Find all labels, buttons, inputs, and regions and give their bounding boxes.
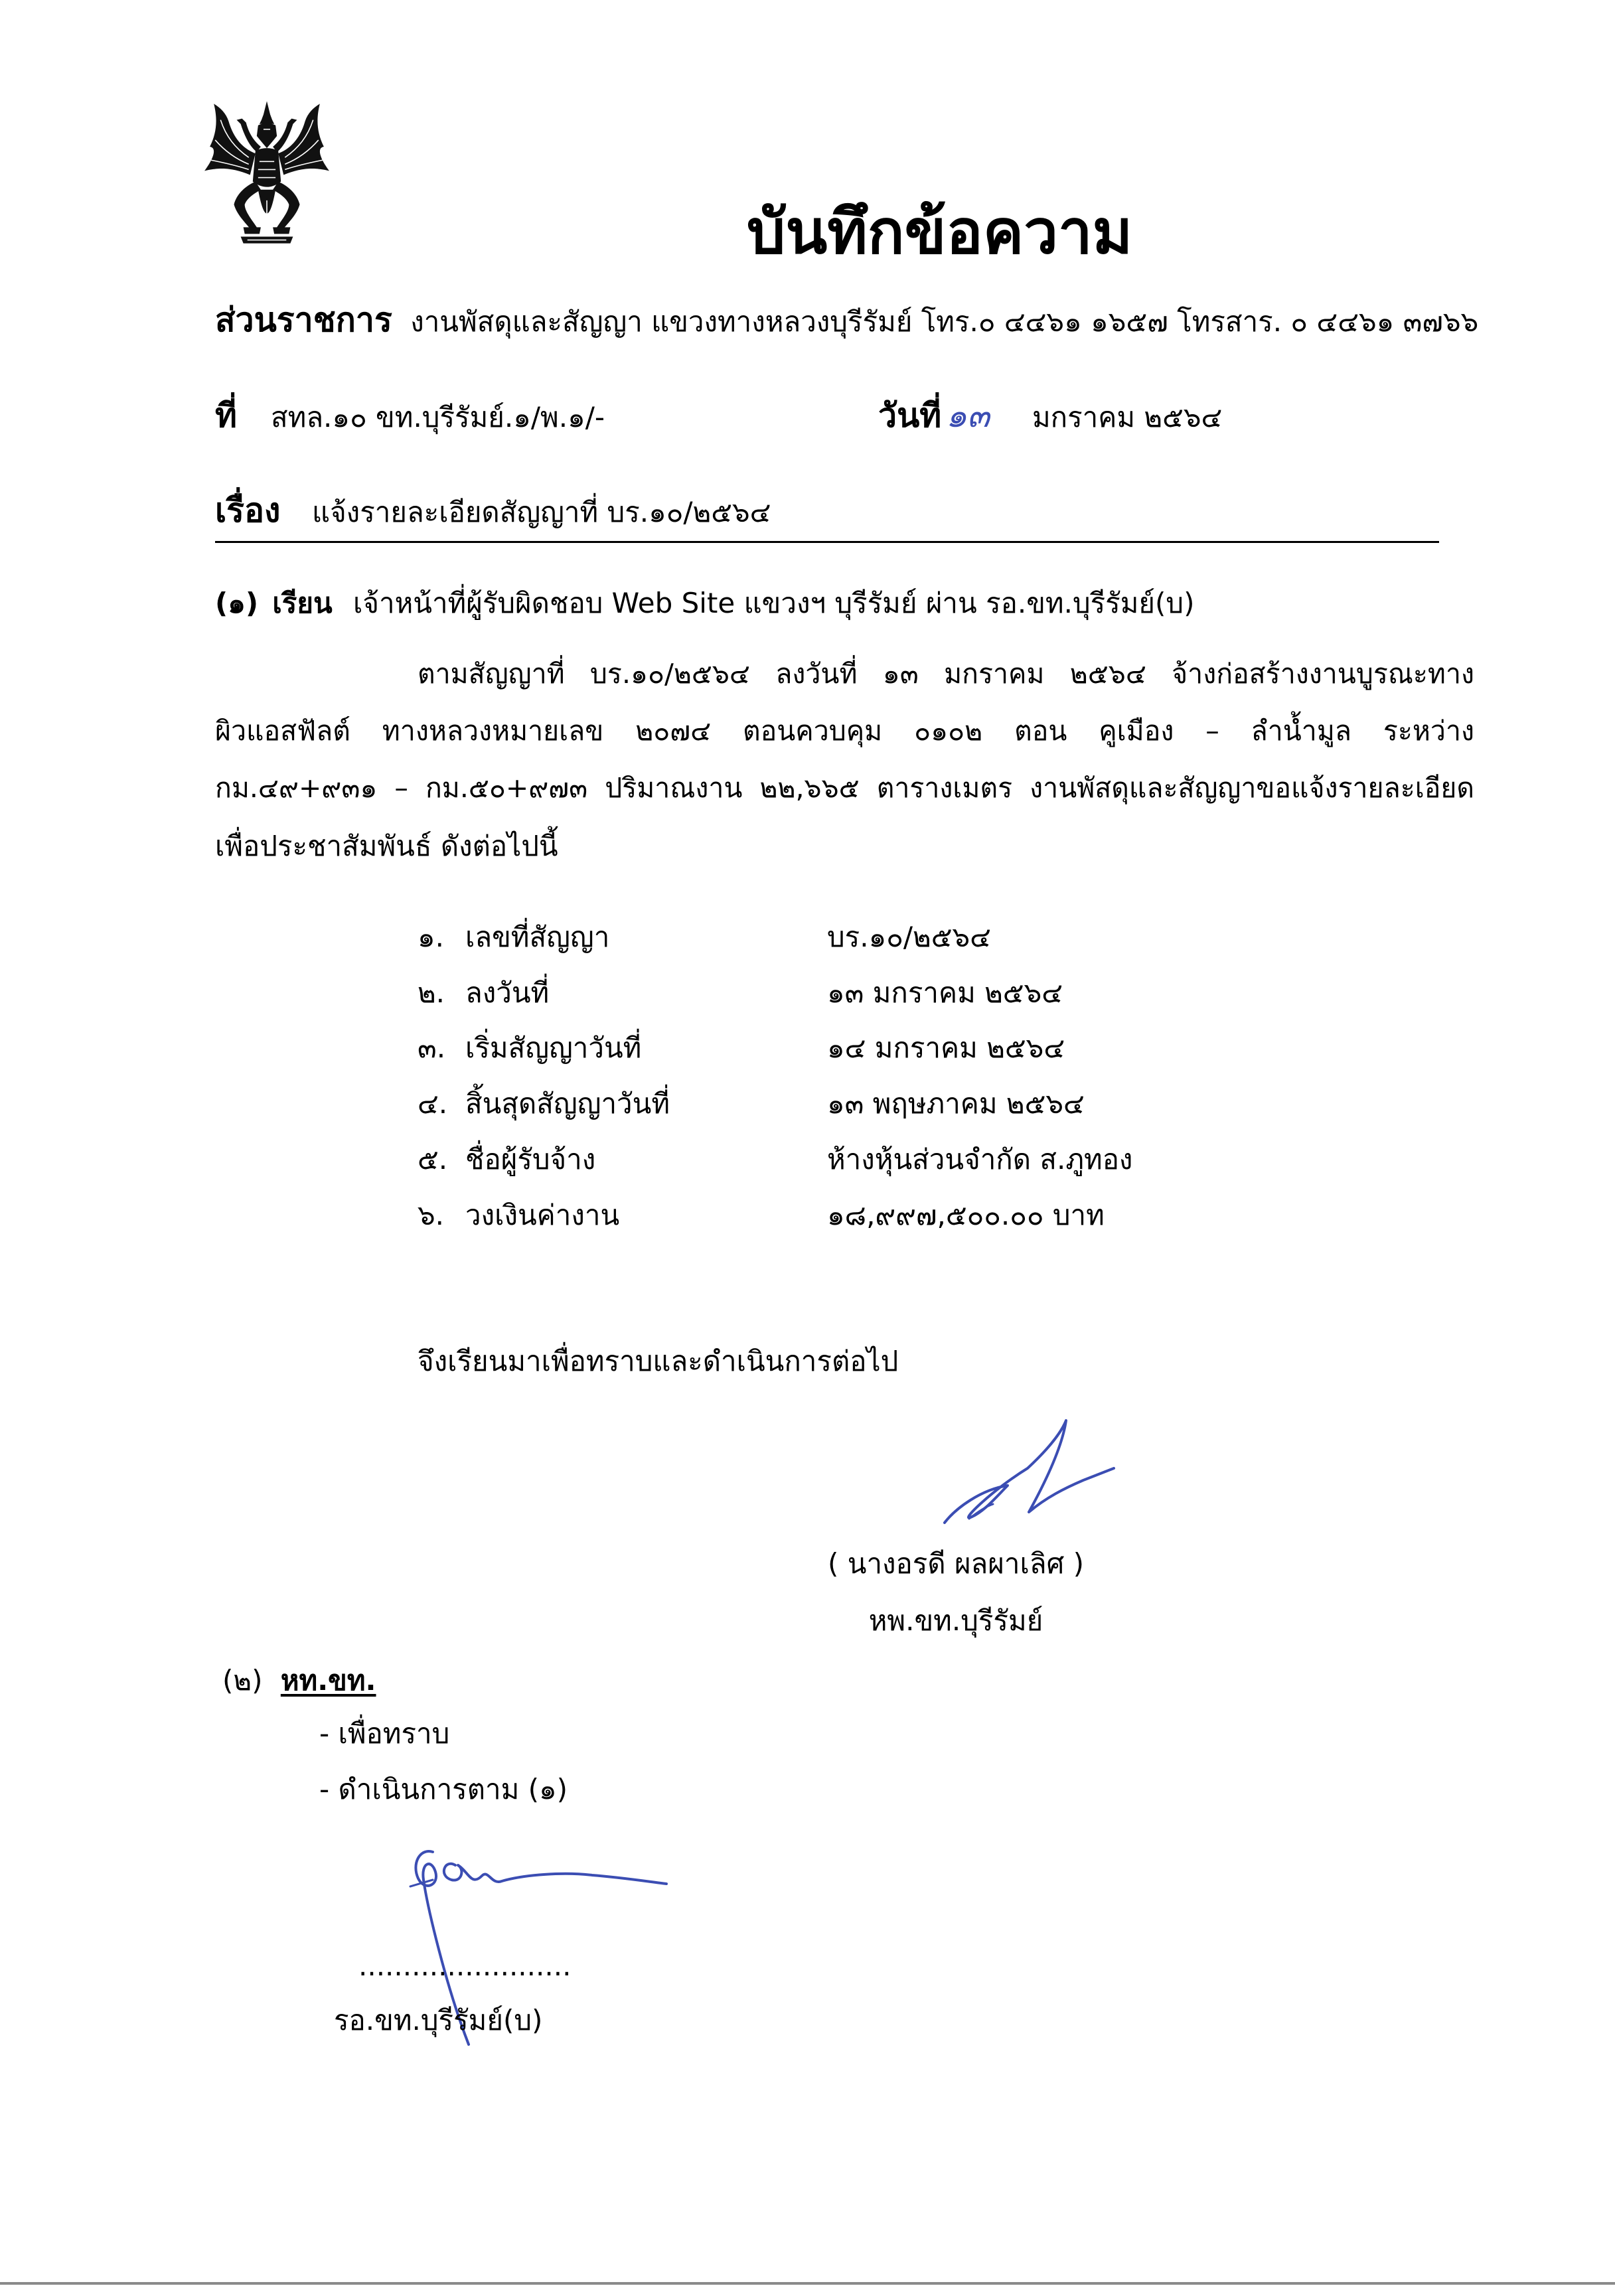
- salutation-text: เจ้าหน้าที่ผู้รับผิดชอบ Web Site แขวงฯ บุรีรัมย์ ผ่าน รอ.ขท.บุรีรัมย์(บ): [353, 587, 1195, 619]
- signer-position: หพ.ขท.บุรีรัมย์: [868, 1604, 1043, 1637]
- endorsement-header: [222, 1661, 376, 1701]
- detail-value: ห้างหุ้นส่วนจำกัด ส.ภูทอง: [827, 1143, 1133, 1176]
- date-day-handwritten: ๑๓: [946, 396, 990, 435]
- agency-label: ส่วนราชการ: [215, 301, 392, 339]
- detail-label: ลงวันที่: [465, 976, 550, 1009]
- scan-edge-line: [0, 2282, 1615, 2285]
- detail-number: ๑.: [418, 921, 445, 953]
- body-line: กม.๔๙+๙๓๑ – กม.๕๐+๙๗๓ ปริมาณงาน ๒๒,๖๖๕ ตารางเมตร งานพัสดุและสัญญาขอแจ้งรายละเอียด: [215, 772, 1474, 804]
- detail-value: บร.๑๐/๒๕๖๔: [827, 921, 991, 953]
- date-month-year: มกราคม ๒๕๖๔: [1032, 401, 1223, 433]
- signer-name: ( นางอรดี ผลผาเลิศ ): [828, 1547, 1084, 1580]
- agency-value: งานพัสดุและสัญญา แขวงทางหลวงบุรีรัมย์ โทร.๐ ๔๔๖๑ ๑๖๕๗ โทรสาร. ๐ ๔๔๖๑ ๓๗๖๖: [410, 305, 1479, 338]
- detail-label: เลขที่สัญญา: [465, 921, 610, 953]
- body-line: เพื่อประชาสัมพันธ์ ดังต่อไปนี้: [215, 830, 558, 862]
- detail-number: ๕.: [418, 1143, 448, 1176]
- detail-label: ชื่อผู้รับจ้าง: [465, 1143, 596, 1176]
- detail-value: ๑๓ มกราคม ๒๕๖๔: [827, 976, 1063, 1009]
- closing-text: จึงเรียนมาเพื่อทราบและดำเนินการต่อไป: [418, 1345, 899, 1377]
- header-divider: [215, 541, 1439, 543]
- detail-value: ๑๓ พฤษภาคม ๒๕๖๔: [827, 1087, 1085, 1120]
- detail-value: ๑๘,๙๙๗,๕๐๐.๐๐ บาท: [827, 1199, 1105, 1231]
- detail-number: ๔.: [418, 1087, 448, 1120]
- detail-number: ๖.: [418, 1199, 445, 1231]
- endorsement-item: - เพื่อทราบ: [319, 1717, 450, 1750]
- detail-label: เริ่มสัญญาวันที่: [465, 1032, 642, 1064]
- salutation-line: [215, 583, 1194, 623]
- date-label: วันที่: [878, 396, 942, 435]
- subject-value: แจ้งรายละเอียดสัญญาที่ บร.๑๐/๒๕๖๔: [312, 496, 771, 528]
- salutation-number: (๑): [215, 587, 259, 619]
- detail-label: วงเงินค่างาน: [465, 1199, 620, 1231]
- endorsement-addressee: หท.ขท.: [280, 1664, 376, 1697]
- endorser-position: รอ.ขท.บุรีรัมย์(บ): [334, 2004, 543, 2036]
- garuda-emblem-icon: [203, 100, 331, 251]
- memo-title: บันทึกข้อความ: [747, 196, 1133, 268]
- agency-line: [215, 300, 1478, 342]
- body-line: ผิวแอสฟัลต์ ทางหลวงหมายเลข ๒๐๗๔ ตอนควบคุม ๐๑๐๒ ตอน คูเมือง – ลำน้ำมูล ระหว่าง: [215, 715, 1474, 747]
- body-line: ตามสัญญาที่ บร.๑๐/๒๕๖๔ ลงวันที่ ๑๓ มกราคม ๒๕๖๔ จ้างก่อสร้างงานบูรณะทาง: [418, 658, 1474, 690]
- subject-label: เรื่อง: [215, 491, 281, 530]
- endorsement-number: (๒): [222, 1664, 263, 1697]
- detail-label: สิ้นสุดสัญญาวันที่: [465, 1087, 670, 1120]
- detail-number: ๓.: [418, 1032, 446, 1064]
- signature-drawing: [929, 1407, 1128, 1540]
- detail-value: ๑๔ มกราคม ๒๕๖๔: [827, 1032, 1065, 1064]
- detail-number: ๒.: [418, 976, 445, 1009]
- endorsement-item: - ดำเนินการตาม (๑): [319, 1773, 568, 1805]
- ref-value: สทล.๑๐ ขท.บุรีรัมย์.๑/พ.๑/-: [271, 401, 605, 433]
- salutation-label: เรียน: [272, 587, 333, 619]
- ref-label: ที่: [215, 396, 237, 435]
- signature-dots: ........................: [358, 1950, 572, 1982]
